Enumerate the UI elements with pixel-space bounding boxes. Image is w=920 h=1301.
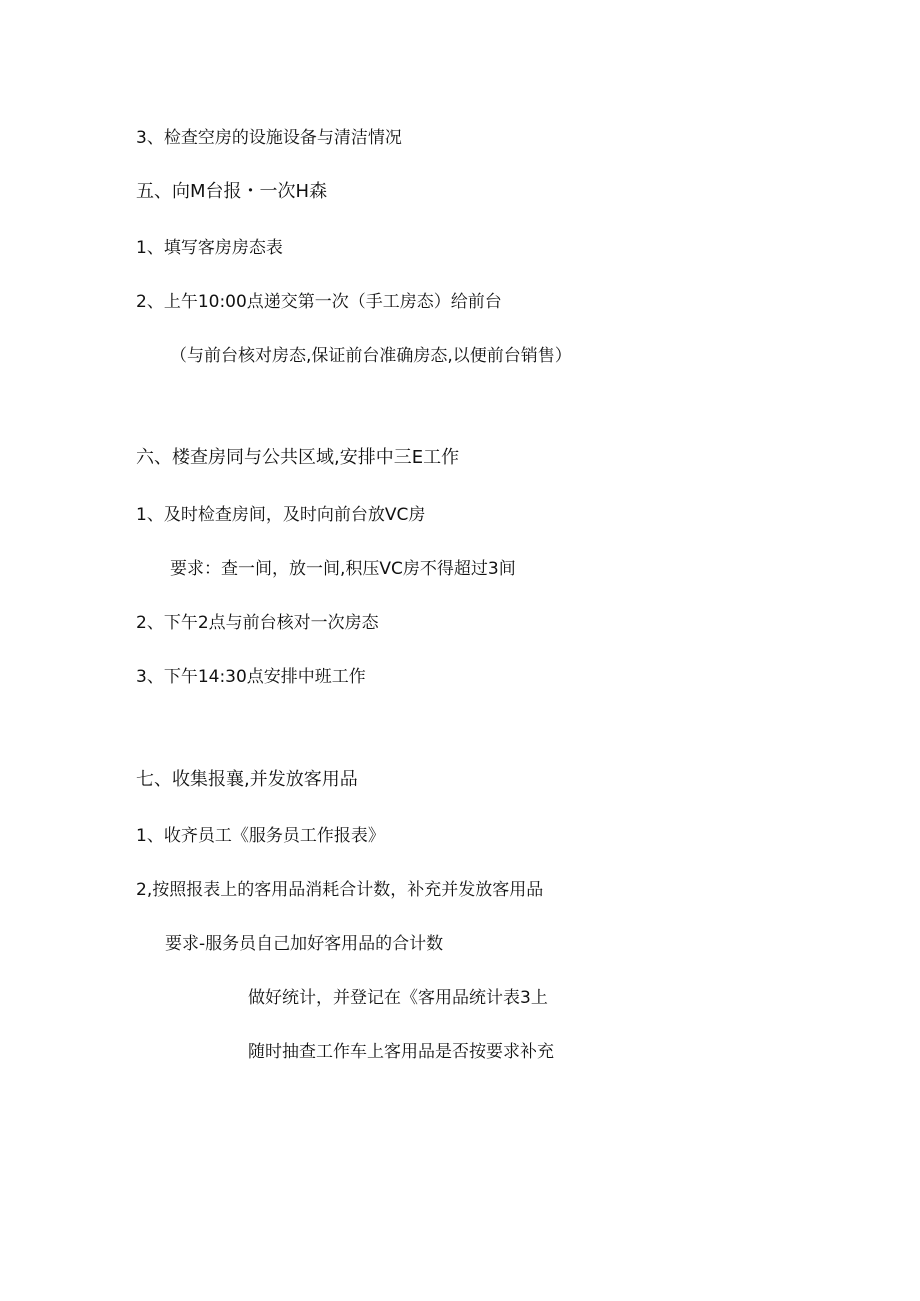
note-spot-check-cart: 随时抽查工作车上客用品是否按要求补充 — [248, 1042, 554, 1062]
item-replenish-supplies: 2,按照报表上的客用品消耗合计数，补充并发放客用品 — [136, 880, 544, 900]
item-check-vacant-rooms: 3、检查空房的设施设备与清洁情况 — [136, 128, 402, 148]
note-supply-requirement: 要求-服务员自己加好客用品的合计数 — [165, 934, 444, 954]
section-heading-six: 六、楼查房同与公共区域,安排中三E工作 — [136, 447, 460, 468]
note-record-statistics: 做好统计，并登记在《客用品统计表3上 — [248, 988, 548, 1008]
section-heading-five: 五、向M台报・一次H森 — [136, 181, 328, 202]
item-afternoon-check: 2、下午2点与前台核对一次房态 — [136, 613, 379, 633]
item-submit-room-status: 2、上午10:00点递交第一次（手工房态）给前台 — [136, 292, 502, 312]
section-heading-seven: 七、收集报襄,并发放客用品 — [136, 769, 358, 790]
note-verify-room-status: （与前台核对房态,保证前台准确房态,以便前台销售） — [170, 346, 572, 366]
item-arrange-mid-shift: 3、下午14:30点安排中班工作 — [136, 667, 366, 687]
item-collect-reports: 1、收齐员工《服务员工作报表》 — [136, 826, 385, 846]
item-fill-room-status: 1、填写客房房态表 — [136, 238, 283, 258]
item-timely-inspection: 1、及时检查房间，及时向前台放VC房 — [136, 505, 426, 525]
note-inspection-requirement: 要求：查一间，放一间,积压VC房不得超过3间 — [170, 559, 516, 579]
